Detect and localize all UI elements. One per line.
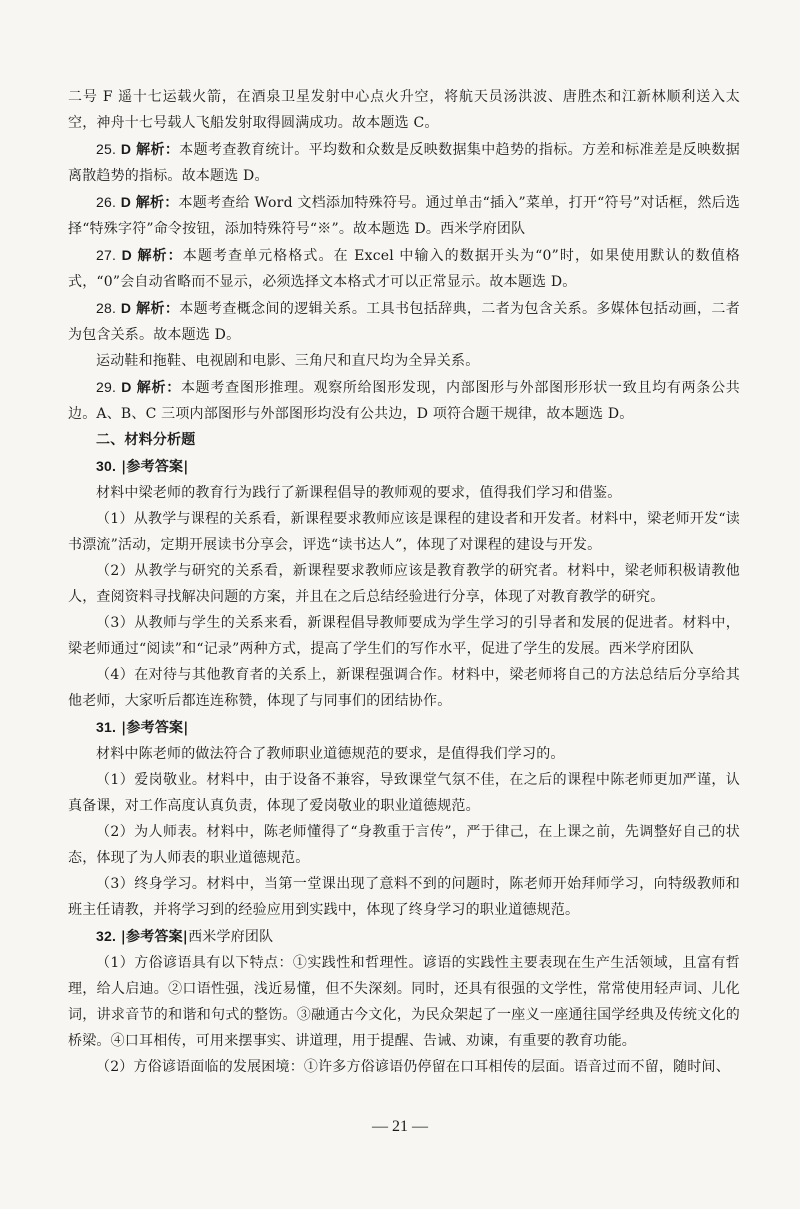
answer-q30-label: 30. |参考答案|	[96, 458, 189, 475]
answer-q30-point-4: （4）在对待与其他教育者的关系上，新课程强调合作。材料中，梁老师将自己的方法总结后分享给其他老师，大家听后都连连称赞，体现了与同事们的团结协作。	[68, 667, 740, 709]
answer-q31-intro: 材料中陈老师的做法符合了教师职业道德规范的要求，是值得我们学习的。	[96, 746, 565, 762]
answer-q30-point-3: （3）从教师与学生的关系来看，新课程倡导教师要成为学生学习的引导者和发展的促进者。材料中，梁老师通过“阅读”和“记录”两种方式，提高了学生们的写作水平，促进了学生的发展。西米学府团队	[68, 615, 740, 657]
answer-q31-point-1: （1）爱岗敬业。材料中，由于设备不兼容，导致课堂气氛不佳，在之后的课程中陈老师更加严谨，认真备课，对工作高度认真负责，体现了爱岗敬业的职业道德规范。	[68, 772, 740, 814]
paragraph-q24-continued: 二号 F 遥十七运载火箭，在酒泉卫星发射中心点火升空，将航天员汤洪波、唐胜杰和江新林顺利送入太空，神舟十七号载人飞船发射取得圆满成功。故本题选 C。	[68, 89, 740, 131]
answer-q32-point-2: （2）方俗谚语面临的发展困境：①许多方俗谚语仍停留在口耳相传的层面。语音过而不留，随时间、	[96, 1059, 730, 1075]
answer-q30-point-1: （1）从教学与课程的关系看，新课程要求教师应该是课程的建设者和开发者。材料中，梁老师开发“读书漂流”活动，定期开展读书分享会，评选“读书达人”，体现了对课程的建设与开发。	[68, 511, 740, 553]
answer-q27: 27. D 解析：本题考查单元格格式。在 Excel 中输入的数据开头为“0”时，如果使用默认的数值格式，“0”会自动省略而不显示，必须选择文本格式才可以正常显示。故本题选 D。	[68, 247, 741, 290]
answer-q30-intro: 材料中梁老师的教育行为践行了新课程倡导的教师观的要求，值得我们学习和借鉴。	[96, 485, 622, 501]
answer-q28: 28. D 解析：本题考查概念间的逻辑关系。工具书包括辞典，二者为包含关系。多媒体包括动画，二者为包含关系。故本题选 D。	[68, 300, 740, 343]
answer-q28-note: 运动鞋和拖鞋、电视剧和电影、三角尺和直尺均为全异关系。	[96, 353, 480, 369]
answer-q32-label: 32. |参考答案|西米学府团队	[96, 928, 274, 945]
answer-q31-label: 31. |参考答案|	[96, 719, 189, 736]
answer-q32-point-1: （1）方俗谚语具有以下特点：①实践性和哲理性。谚语的实践性主要表现在生产生活领域，且富有哲理，给人启迪。②口语性强，浅近易懂，但不失深刻。同时，还具有很强的文学性，常常使用轻声词、儿化词，讲求音节的和谐和句式的整饬。③融通古今文化，为民众架起了一座义一座通往国学经典及传统文化的桥梁。④口耳相传，可用来摆事实、讲道理，用于提醒、告诫、劝谏，有重要的教育功能。	[68, 955, 740, 1049]
answer-q29: 29. D 解析：本题考查图形推理。观察所给图形发现，内部图形与外部图形形状一致且均有两条公共边。A、B、C 三项内部图形与外部图形均没有公共边，D 项符合题干规律，故本题选 D。	[68, 379, 740, 422]
answer-q25: 25. D 解析：本题考查教育统计。平均数和众数是反映数据集中趋势的指标。方差和标准差是反映数据离散趋势的指标。故本题选 D。	[68, 141, 740, 184]
answer-q31-point-3: （3）终身学习。材料中，当第一堂课出现了意料不到的问题时，陈老师开始拜师学习，向特级教师和班主任请教，并将学习到的经验应用到实践中，体现了终身学习的职业道德规范。	[68, 876, 740, 918]
answer-q31-point-2: （2）为人师表。材料中，陈老师懂得了“身教重于言传”，严于律己，在上课之前，先调整好自己的状态，体现了为人师表的职业道德规范。	[68, 824, 740, 866]
section-heading: 二、材料分析题	[96, 432, 196, 448]
answer-q26: 26. D 解析：本题考查给 Word 文档添加特殊符号。通过单击“插入”菜单，打开“符号”对话框，然后选择“特殊字符”命令按钮，添加特殊符号“※”。故本题选 D。西米学府团队	[68, 194, 740, 237]
page-number: — 21 —	[372, 1118, 428, 1135]
document-body	[68, 84, 740, 1080]
answer-q30-point-2: （2）从教学与研究的关系看，新课程要求教师应该是教育教学的研究者。材料中，梁老师积极请教他人，查阅资料寻找解决问题的方案，并且在之后总结经验进行分享，体现了对教育教学的研究。	[68, 563, 740, 605]
